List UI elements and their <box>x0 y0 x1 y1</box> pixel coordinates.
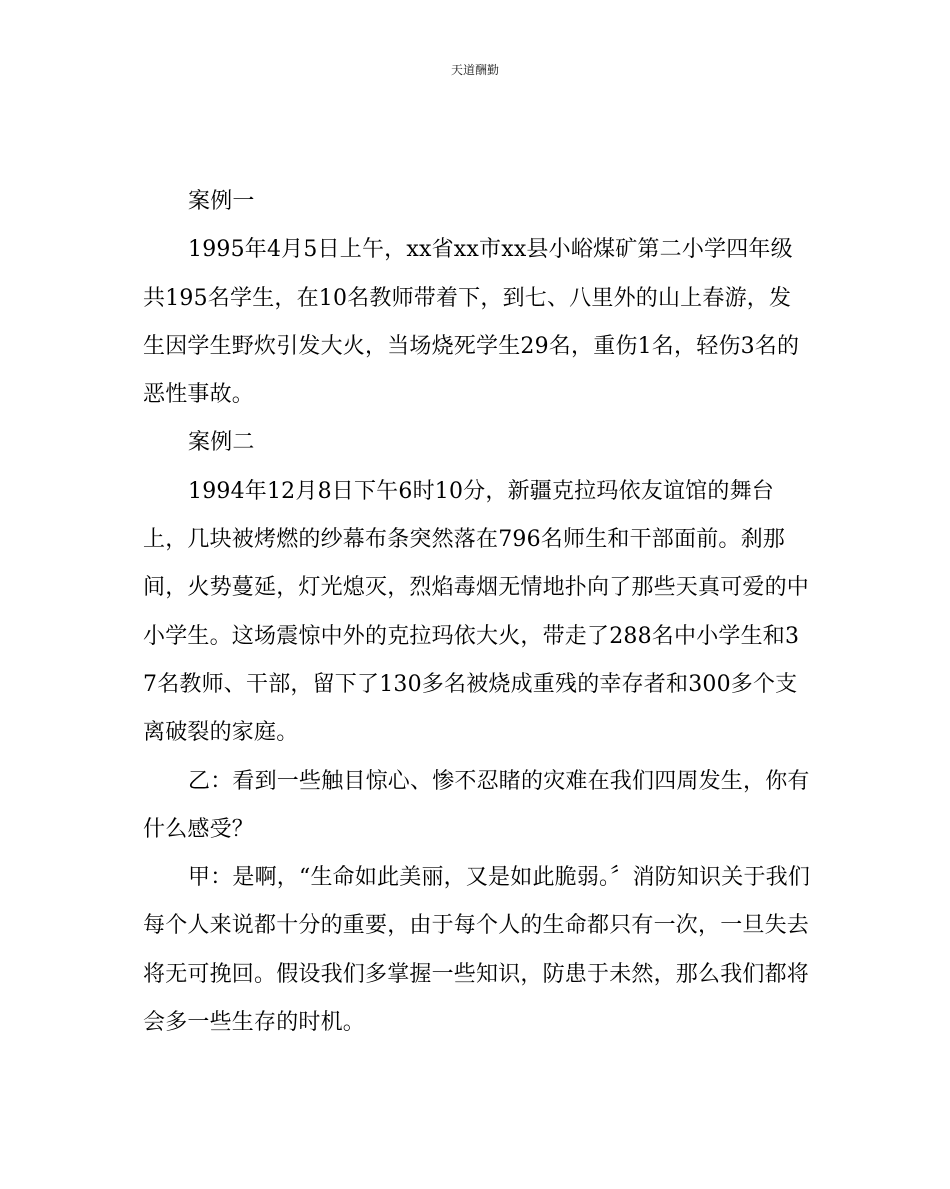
document-body <box>143 178 813 1047</box>
case-two-paragraph: 1994年12月8日下午6时10分，新疆克拉玛依友谊馆的舞台上，几块被烤燃的纱幕布条突然落在796名师生和干部面前。刹那间，火势蔓延，灯光熄灭，烈焰毒烟无情地扑向了那些天真可爱的中小学生。这场震惊中外的克拉玛依大火，带走了288名中小学生和37名教师、干部，留下了130多名被烧成重残的幸存者和300多个支离破裂的家庭。 <box>143 478 810 746</box>
dialogue-yi-paragraph: 乙：看到一些触目惊心、惨不忍睹的灾难在我们四周发生，你有什么感受？ <box>143 768 810 842</box>
dialogue-jia-paragraph: 甲：是啊，“生命如此美丽，又是如此脆弱。〞消防知识关于我们每个人来说都十分的重要，由于每个人的生命都只有一次，一旦失去将无可挽回。假设我们多掌握一些知识，防患于未然，那么我们都将会多一些生存的时机。 <box>143 865 811 1036</box>
case-two-heading: 案例二 <box>188 430 255 456</box>
case-one-paragraph: 1995年4月5日上午，xx省xx市xx县小峪煤矿第二小学四年级共195名学生，在10名教师带着下，到七、八里外的山上春游，发生因学生野炊引发大火，当场烧死学生29名，重伤1名，轻伤3名的恶性事故。 <box>143 237 800 408</box>
page-header: 天道酬勤 <box>450 63 499 77</box>
case-one-heading: 案例一 <box>188 189 255 214</box>
